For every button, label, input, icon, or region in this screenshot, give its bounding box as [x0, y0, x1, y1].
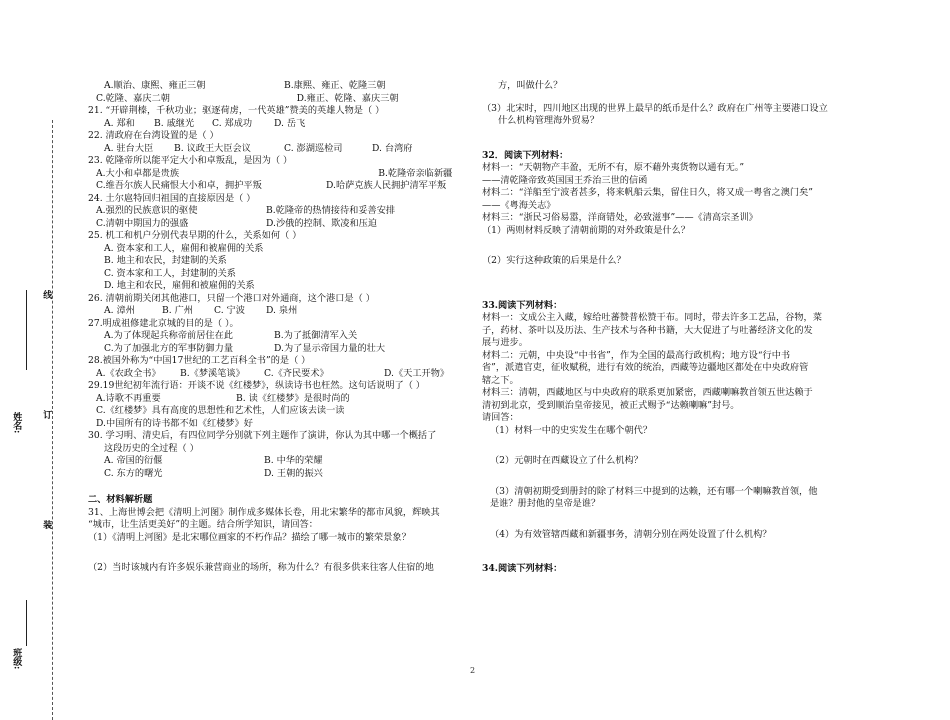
option-choice[interactable]: A.为了体现起兵称帝前居住在此 [104, 330, 233, 341]
option-row [88, 168, 486, 181]
question-line: 30. 学习明、清史后，有四位同学分别就下列主题作了演讲，你认为其中哪一个概括了 [88, 430, 437, 441]
section-heading: 33.阅读下列材料： [482, 299, 563, 311]
question-line: 材料一：“天朝物产丰盈，无所不有，原不藉外夷货物以通有无。” [482, 162, 745, 173]
option-choice[interactable]: B. 议政王大臣会议 [174, 142, 251, 154]
answer-space[interactable] [482, 268, 882, 296]
question-line: 这段历史的全过程（ ） [104, 442, 199, 454]
binding-xian-label: 线 [41, 290, 52, 299]
question-line: 省”，派遣官吏，征收赋税，进行有效的统治，西藏等边疆地区都处在中央政府管 [482, 362, 809, 373]
option-choice[interactable]: A. 漳州 [104, 305, 135, 316]
option-choice[interactable]: D.沙俄的控制、欺凌和压迫 [266, 217, 378, 229]
question-line: （1）材料一中的史实发生在哪个朝代？ [490, 424, 653, 436]
question-line: A. 资本家和工人，雇佣和被雇佣的关系 [104, 242, 264, 254]
question-line: （1）《清明上河图》是北宋哪位画家的不朽作品？描绘了哪一城市的繁荣景象？ [88, 531, 411, 543]
question-line: 材料二：“洋船至宁波者甚多，将来帆船云集，留住日久，将又成一粤省之澳门矣” [482, 187, 813, 198]
option-choice[interactable]: A.《农政全书》 [96, 367, 161, 379]
question-line: C.《红楼梦》具有高度的思想性和艺术性，人们应该去读一读 [96, 405, 345, 416]
option-choice[interactable]: B. 广州 [162, 305, 193, 316]
option-row [88, 93, 486, 106]
option-choice[interactable]: C. 郑成功 [212, 117, 253, 129]
option-choice[interactable]: A.诗歌不再重要 [96, 392, 161, 404]
option-choice[interactable]: D. 王朝的振兴 [264, 467, 323, 479]
option-row [88, 205, 486, 218]
question-line: 子，药材、茶叶以及历法、生产技术与各种书籍，大大促进了与吐蕃经济文化的发 [482, 324, 813, 336]
option-choice[interactable]: D. 岳飞 [274, 117, 306, 129]
page-number: 2 [470, 666, 476, 675]
answer-space[interactable] [88, 544, 486, 562]
option-row [88, 330, 486, 343]
question-line: C. 资本家和工人，封建制的关系 [104, 267, 236, 279]
question-line: （3）清朝初期受到册封的除了材料三中提到的达赖，还有哪一个喇嘛教首领，他 [490, 485, 818, 497]
option-choice[interactable]: D.哈萨克族人民拥护清军平叛 [326, 180, 447, 191]
option-choice[interactable]: D. 台湾府 [372, 142, 413, 154]
question-line: 24. 土尔扈特回归祖国的直接原因是（ ） [88, 192, 256, 204]
option-choice[interactable]: A. 郑和 [104, 117, 135, 129]
question-line: 材料三：清朝，西藏地区与中央政府的联系更加紧密，西藏喇嘛教首领五世达赖于 [482, 387, 813, 398]
question-line: D. 地主和农民，雇佣和被雇佣的关系 [104, 280, 255, 291]
option-row [88, 118, 486, 131]
question-line: 辖之下。 [482, 374, 519, 386]
option-row [88, 455, 486, 468]
section-heading: 34.阅读下列材料： [482, 563, 563, 574]
question-line: ——《粤海关志》 [482, 199, 556, 211]
name-underline[interactable] [26, 290, 27, 370]
question-line: 28.被国外称为“中国17世纪的工艺百科全书”的是（ ） [88, 355, 311, 366]
question-line: （2）当时该城内有许多娱乐兼营商业的场所，称为什么？有很多供来往客人住宿的地 [88, 562, 434, 573]
option-choice[interactable]: C.乾隆、嘉庆二朝 [96, 92, 170, 104]
option-choice[interactable]: B.乾隆帝亲临新疆 [378, 167, 453, 179]
question-line: 31、上海世博会把《清明上河图》制作成多媒体长卷，用北宋繁华的都市风貌，辉映其 [88, 506, 440, 518]
option-choice[interactable]: B.康熙、雍正、乾隆三朝 [284, 80, 386, 91]
answer-space[interactable] [482, 511, 882, 529]
option-choice[interactable]: A. 驻台大臣 [104, 142, 154, 154]
option-choice[interactable]: B.乾隆帝的热情接待和妥善安排 [266, 205, 396, 216]
question-line: 26. 清朝前期关闭其他港口，只留一个港口对外通商，这个港口是（ ） [88, 292, 375, 304]
option-choice[interactable]: A.强烈的民族意识的驱使 [96, 205, 198, 216]
option-choice[interactable]: C.为了加强北方的军事防御力量 [104, 342, 234, 354]
spacer [88, 480, 486, 490]
option-choice[interactable]: A.顺治、康熙、雍正三朝 [104, 80, 206, 91]
spacer [482, 93, 882, 103]
option-choice[interactable]: D.雍正、乾隆、嘉庆三朝 [296, 92, 399, 104]
answer-space[interactable] [482, 128, 882, 146]
option-choice[interactable]: C.《齐民要术》 [264, 367, 329, 379]
question-line: 22. 清政府在台湾设置的是（ ） [88, 130, 219, 141]
question-line: （3）北宋时，四川地区出现的世界上最早的纸币是什么？政府在广州等主要港口设立 [482, 102, 828, 114]
section-heading: 二、材料解析题 [88, 494, 153, 505]
class-label: 班级: [11, 648, 22, 670]
class-underline[interactable] [26, 600, 27, 646]
option-choice[interactable]: A. 帝国的衍偃 [104, 455, 163, 466]
question-line: 展与进步。 [482, 337, 528, 348]
question-line: 材料二：元朝，中央设“中书省”，作为全国的最高行政机构；地方设“行中书 [482, 349, 791, 361]
option-row [88, 393, 486, 406]
answer-space[interactable] [482, 237, 882, 255]
question-line: 23. 乾隆帝所以能平定大小和卓叛乱，是因为（ ） [88, 155, 293, 166]
question-line: 是谁？册封他的皇帝是谁？ [490, 498, 601, 509]
question-line: 什么机构管理海外贸易？ [498, 115, 600, 126]
answer-space[interactable] [482, 437, 882, 455]
question-line: 25. 机工和机户分别代表早期的什么，关系如何（ ） [88, 230, 302, 241]
option-choice[interactable]: D. 泉州 [266, 305, 298, 316]
option-row [88, 218, 486, 231]
binding-margin [11, 60, 60, 700]
option-choice[interactable]: D.《天工开物》 [384, 367, 450, 379]
option-row [88, 468, 486, 481]
right-column [482, 80, 882, 576]
binding-dashed-line [52, 120, 53, 720]
question-line: “城市，让生活更美好”的主题。结合所学知识，请回答： [88, 519, 318, 530]
option-row [88, 143, 486, 156]
option-choice[interactable]: C. 东方的曙光 [104, 467, 163, 479]
question-line: 29.19世纪初年流行语：开谈不说《红楼梦》，纵读诗书也枉然。这句话说明了（ ） [88, 380, 425, 391]
option-row [88, 368, 486, 381]
option-choice[interactable]: C. 宁波 [214, 305, 245, 316]
question-line: 材料一：文成公主入藏，嫁给吐蕃赞普松赞干布。同时，带去许多工艺品，谷物，菜 [482, 312, 822, 323]
binding-zhuang-label: 装 [41, 520, 52, 529]
option-choice[interactable]: A.大小和卓都是贵族 [96, 167, 180, 179]
option-choice[interactable]: D.为了显示帝国力量的壮大 [274, 342, 386, 354]
option-row [88, 305, 486, 318]
option-choice[interactable]: C.清朝中期国力的强盛 [96, 217, 189, 229]
option-choice[interactable]: B.为了抵御清军入关 [274, 330, 358, 341]
option-choice[interactable]: C.维吾尔族人民痛恨大小和卓，拥护平叛 [96, 180, 262, 191]
answer-space[interactable] [482, 468, 882, 486]
question-line: ——清乾隆帝致英国国王乔治三世的信函 [482, 174, 648, 186]
name-label: 姓名: [11, 412, 22, 434]
question-line: 21. “开辟荆榛，千秋功业；驱逐荷虏，一代英雄”赞美的英雄人物是（ ） [88, 105, 385, 116]
question-line: （4）为有效管辖西藏和新疆事务，清朝分别在两处设置了什么机构？ [490, 528, 772, 540]
left-column [88, 80, 486, 575]
question-line: 27.明成祖修建北京城的目的是（ ）。 [88, 317, 239, 329]
question-line: D.中国所有的诗书都不如《红楼梦》好 [96, 417, 253, 429]
question-line: 请回答： [482, 412, 519, 423]
option-choice[interactable]: B. 读《红楼梦》是很时尚的 [236, 392, 350, 404]
question-line: 方，叫做什么？ [498, 80, 563, 91]
question-line: B. 地主和农民，封建制的关系 [104, 255, 227, 266]
question-line: （1）两则材料反映了清朝前期的对外政策是什么？ [482, 224, 690, 236]
question-line: （2）元朝时在西藏设立了什么机构？ [490, 455, 643, 466]
option-row [88, 180, 486, 193]
section-heading: 32．阅读下列材料： [482, 149, 569, 161]
option-choice[interactable]: B.《梦溪笔谈》 [180, 367, 245, 379]
question-line: （2）实行这种政策的后果是什么？ [482, 255, 626, 266]
answer-space[interactable] [482, 541, 882, 559]
option-choice[interactable]: C. 澎湖巡检司 [284, 142, 343, 154]
binding-ding-label: 订 [41, 410, 52, 419]
option-row [88, 343, 486, 356]
option-choice[interactable]: B. 中华的荣耀 [264, 455, 323, 466]
option-row [88, 80, 486, 93]
option-choice[interactable]: B. 戚继光 [154, 117, 195, 129]
question-line: 材料三：“浙民习俗易嚣，洋商错处，必致滋事”——《清高宗圣训》 [482, 212, 758, 223]
question-line: 清初到北京，受到顺治皇帝接见，被正式赐予“达赖喇嘛”封号。 [482, 399, 740, 411]
